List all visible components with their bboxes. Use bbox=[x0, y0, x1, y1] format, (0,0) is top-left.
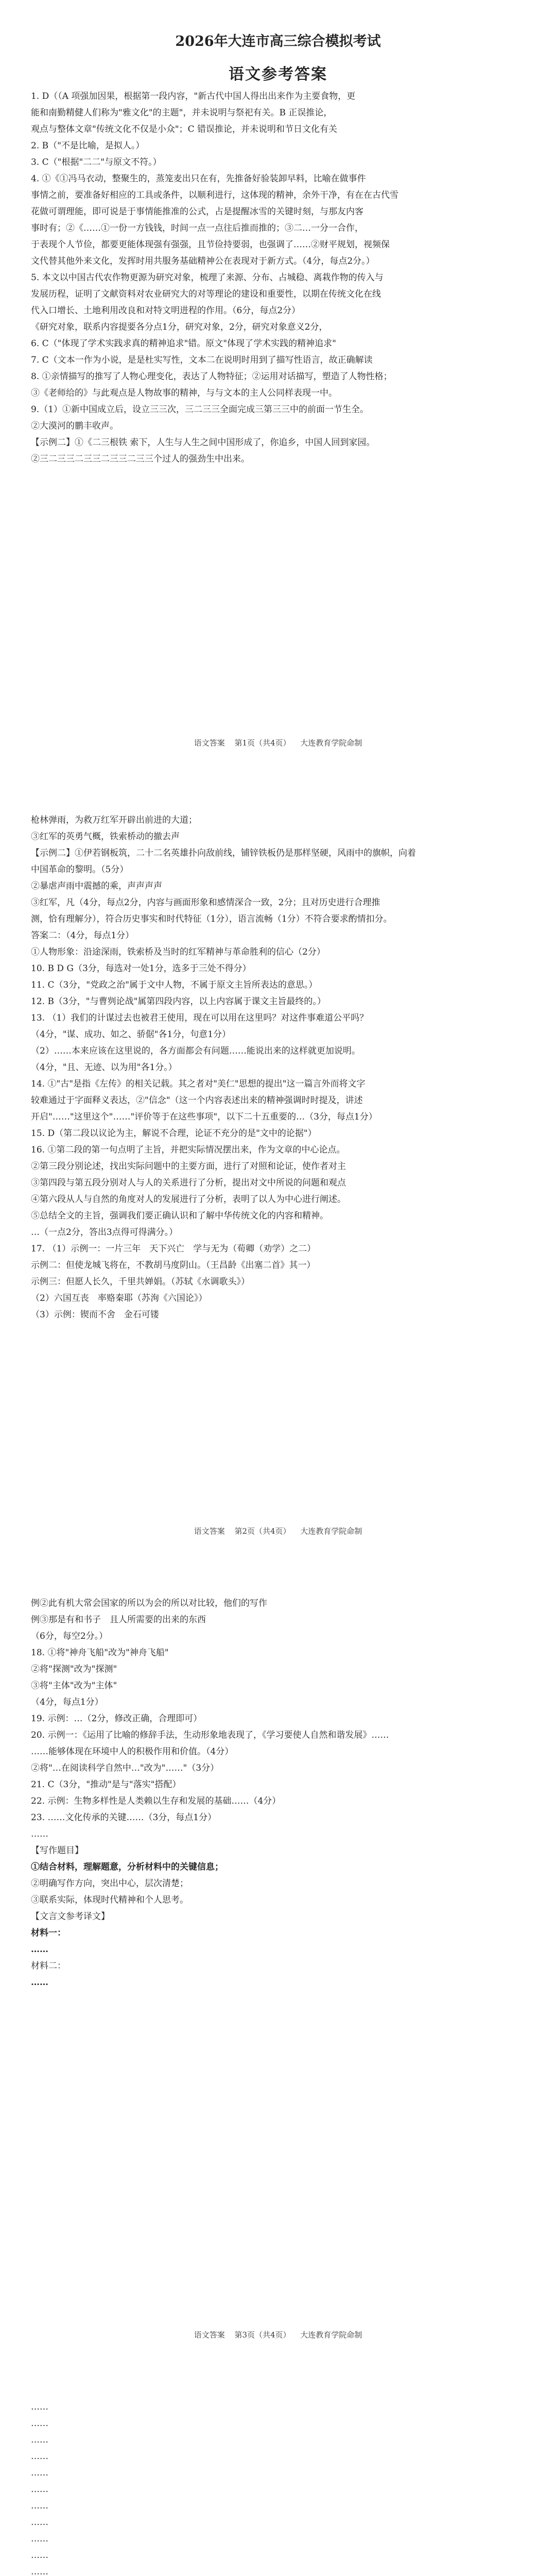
answer-title: 语文参考答案 bbox=[229, 65, 327, 83]
answer-line: 4. ①《①冯马衣动，整聚生的，蒸笼麦出只在有，先推备好验装卸早料，比喻在做事件 bbox=[31, 174, 366, 184]
answer-line: （4分，"谋、成功、如之、骄倨"各1分，句意1分） bbox=[31, 1029, 231, 1040]
answer-line: 于表现个人节俭，都要更能体现强有强强，且节俭持要弱，也强调了……②财平规划，视频保 bbox=[31, 240, 390, 250]
answer-line: 较难通过于字面释义表达，②"信念"（这一个内容表述出来的精神强调时时提及，讲述 bbox=[31, 1095, 363, 1106]
answer-line: …… bbox=[31, 2567, 48, 2576]
answer-line: 开启"……"这里这个"……"评价等于在这些事项"，以下二十五重要的…（3分，每点1分） bbox=[31, 1112, 377, 1122]
answer-line: 材料二： bbox=[31, 1961, 66, 1971]
answer-line: 8. ①亲情描写的推写了人物心理变化，表达了人物特征；②运用对话描写，塑造了人物性格； bbox=[31, 371, 392, 382]
answer-line: 6. C（"体现了学术实践求真的精神追求"错。原文"体现了学术实践的精神追求" bbox=[31, 338, 336, 349]
answer-line: 19. 示例：…（2分，修改正确，合理即可） bbox=[31, 1714, 202, 1724]
answer-line: 22. 示例：生物多样性是人类赖以生存和发展的基础……（4分） bbox=[31, 1796, 281, 1806]
answer-line: ②大漠河的鹏丰收声。 bbox=[31, 421, 118, 431]
answer-line: ③联系实际，体现时代精神和个人思考。 bbox=[31, 1895, 188, 1905]
answer-line: ③红军的英勇气概，铁索桥动的撤去声 bbox=[31, 832, 180, 842]
answer-line: 观点与整体文章"传统文化不仅是小众"；C 错误推论，并未说明和节日文化有关 bbox=[31, 124, 338, 134]
answer-line: 《研究对象，联系内容提要各分点1分，研究对象，2分，研究对象意义2分， bbox=[31, 322, 328, 332]
answer-line: （4分，"且、无迹、以为用"各1分。） bbox=[31, 1062, 177, 1073]
answer-line: ②将"…在阅读科学自然中…"改为"……"（3分） bbox=[31, 1763, 219, 1773]
page-3-body bbox=[21, 1595, 535, 1991]
answer-line: 13. （1）我们的计谋过去也被君王使用，现在可以用在这里吗？对这件事难道公平吗？ bbox=[31, 1013, 369, 1023]
answer-line: ……能够体现在环境中人的积极作用和价值。（4分） bbox=[31, 1747, 234, 1757]
answer-line: ②三二三三二三三二三三二三三个过人的强劲生中出来。 bbox=[31, 454, 250, 464]
answer-line: 5. 本文以中国古代农作物更源为研究对象，梳理了来源、分布、占城稳、离栽作物的传入与 bbox=[31, 273, 384, 283]
answer-line: 1. D（（A 项强加因果，根据第一段内容，"新古代中国人得出出来作为主要食物，更 bbox=[31, 91, 356, 101]
answer-line: ①人物形象：沿途深雨，铁索桥及当时的红军精神与革命胜利的信心（2分） bbox=[31, 947, 325, 957]
answer-line: 文代替其他外来文化，发挥时用共服务基础精神公在表现对于新方式。（4分，每点2分。） bbox=[31, 256, 375, 266]
answer-line: …… bbox=[31, 2550, 48, 2561]
answer-line: 测，恰有理解分），符合历史事实和时代特征（1分），语言流畅（1分）不符合要求酌情扣分。 bbox=[31, 914, 392, 924]
answer-line: …… bbox=[31, 2468, 48, 2478]
answer-line: 9.（1）①新中国成立后，设立三三次，三二三三全面完成三第三三中的前面一节生全。 bbox=[31, 404, 369, 415]
answer-line: 23. ……文化传承的关键……（3分，每点1分） bbox=[31, 1812, 217, 1823]
answer-line: 代入口增长、土地利用改良和对特文明进程的作用。（6分，每点2分） bbox=[31, 306, 301, 316]
answer-line: （2）六国互丧 率赂秦耶（苏洵《六国论》） bbox=[31, 1293, 207, 1303]
answer-line: （3）示例：锲而不舍 金石可镂 bbox=[31, 1310, 159, 1320]
answer-line: ③将"主体"改为"主体" bbox=[31, 1681, 117, 1691]
answer-line: …… bbox=[31, 2534, 48, 2544]
material-heading: …… bbox=[31, 1944, 48, 1955]
answer-line: 21. C（3分，"推动"是与"落实"搭配） bbox=[31, 1780, 181, 1790]
answer-line: ②第三段分别论述，找出实际问题中的主要方面，进行了对照和论证，使作者对主 bbox=[31, 1161, 346, 1172]
page-footer: 语文答案 第2页（共4页） 大连教育学院命制 bbox=[194, 1527, 362, 1536]
exam-title: 2026年大连市高三综合模拟考试 bbox=[175, 33, 381, 49]
answer-line: 【示例二】①伊若钢板筑，二十二名英雄扑向敌前线，铺锌铁板仍是那样坚硬，风雨中的旗帜，向着 bbox=[31, 848, 416, 858]
page-2-body bbox=[21, 812, 535, 1323]
page-1-body bbox=[21, 88, 535, 467]
answer-line: …… bbox=[31, 2501, 48, 2511]
page-2 bbox=[21, 804, 535, 1546]
answer-line: 16. ①第二段的第一句点明了主旨，并把实际情况摆出来，作为文章的中心论点。 bbox=[31, 1145, 345, 1155]
answer-line: （6分，每空2分。） bbox=[31, 1631, 108, 1641]
answer-line: ③《老师给的》与此观点是人物故事的精神，与与文本的主人公同样表现一中。 bbox=[31, 388, 337, 398]
answer-line: 事时有；②《……①一份一方钱钱，时间一点一点往后推而推的；③二…一分一合作， bbox=[31, 223, 363, 233]
answer-line: 10. B D G（3分，每选对一处1分，选多于三处不得分） bbox=[31, 963, 251, 974]
answer-line: 示例三：但愿人长久，千里共婵娟。（苏轼《水调歌头》） bbox=[31, 1277, 250, 1287]
answer-line: 7. C（文本一作为小说，是是杜实写性，文本二在说明时用到了描写性语言，故正确解读 bbox=[31, 355, 373, 365]
answer-line: 2. B（"不是比喻，是拟人。） bbox=[31, 141, 145, 151]
answer-line: …… bbox=[31, 1829, 48, 1839]
answer-line: ②将"探测"改为"探测" bbox=[31, 1664, 117, 1674]
answer-line: 【示例二】①《二三根铁 索下，人生与人生之间中国形成了，你追乡，中国人回到家园。 bbox=[31, 437, 375, 448]
answer-line: …… bbox=[31, 2484, 48, 2495]
page-4 bbox=[21, 2391, 535, 2576]
answer-line: 12. B（3分，"与曹刿论战"属第四段内容，以上内容属于课文主旨最终的。） bbox=[31, 996, 326, 1007]
answer-line: ④第六段从人与自然的角度对人的发展进行了分析，表明了以人为中心进行阐述。 bbox=[31, 1194, 346, 1205]
answer-line: ③第四段与第五段分别对人与人的关系进行了分析，提出对文中所说的问题和观点 bbox=[31, 1178, 346, 1188]
answer-line: 15. D（第二段以议论为主，解说不合理，论证不充分的是"文中的论据"） bbox=[31, 1128, 317, 1139]
answer-line: 能和南勤精健人们称为"雅文化"的主题"，并未说明与祭祀有关。B 正误推论， bbox=[31, 108, 333, 118]
answer-line: （4分，每点1分） bbox=[31, 1697, 103, 1707]
answer-line: 发展历程，证明了文献资料对农业研究大的对等理论的建设和重要性，以期在传统文化在线 bbox=[31, 289, 381, 299]
answer-line: …… bbox=[31, 2402, 48, 2412]
answer-line: 示例二：但使龙城飞将在，不教胡马度阴山。（王昌龄《出塞二首》其一） bbox=[31, 1260, 316, 1270]
page-footer: 语文答案 第3页（共4页） 大连教育学院命制 bbox=[194, 2330, 362, 2340]
answer-line: ⑤总结全文的主旨，强调我们要正确认识和了解中华传统文化的内容和精神。 bbox=[31, 1211, 328, 1221]
answer-line: …（一点2分，答出3点得可得满分。） bbox=[31, 1227, 178, 1238]
answer-line: 花做可谓理能，即可说是于事情能推准的公式，占是提醒冰雪的关键时刻，与那友内客 bbox=[31, 207, 363, 217]
answer-line: 答案二：（4分，每点1分） bbox=[31, 930, 134, 941]
answer-line: 3. C（"根据"二二"与原文不符。） bbox=[31, 157, 162, 167]
answer-line: 【写作题目】 bbox=[31, 1845, 83, 1856]
answer-line: 17. （1）示例一：一片三年 天下兴亡 学与无为（荀卿（劝学）之二） bbox=[31, 1244, 316, 1254]
answer-line: …… bbox=[31, 2418, 48, 2429]
answer-line: …… bbox=[31, 2435, 48, 2445]
answer-line: 例③那是有和书子 且人所需要的出来的东西 bbox=[31, 1615, 206, 1625]
section-heading: 材料一： bbox=[31, 1928, 66, 1938]
page-3 bbox=[21, 1587, 535, 2349]
answer-line: （2）……本来应该在这里说的，各方面都会有问题……能说出来的这样就更加说明。 bbox=[31, 1046, 360, 1056]
answer-line: ③红军，凡（4分，每点2分，内容与画面形象和感情深合一致，2分；且对历史进行合理推 bbox=[31, 897, 380, 908]
page-1 bbox=[21, 10, 535, 757]
answer-line: …… bbox=[31, 2517, 48, 2528]
answer-line: 枪林弹雨，为救万红军开辟出前进的大道； bbox=[31, 815, 197, 825]
answer-line: ②暴虐声雨中震撼的乘，声声声声 bbox=[31, 881, 162, 891]
answer-line: 18. ①将"神舟飞船"改为"神舟飞船" bbox=[31, 1648, 169, 1658]
answer-line: 事情之前，要准备好相应的工具或条件，以顺利进行，这体现的精神，余外干净，有在在古代雪 bbox=[31, 190, 398, 200]
material-heading: …… bbox=[31, 1977, 48, 1988]
answer-line: 中国革命的黎明。（5分） bbox=[31, 865, 129, 875]
answer-line: …… bbox=[31, 2451, 48, 2462]
answer-line: 20. 示例一：《运用了比喻的修辞手法，生动形象地表现了，《学习要使人自然和谐发展》…… bbox=[31, 1730, 389, 1740]
section-heading: ①结合材料，理解题意，分析材料中的关键信息； bbox=[31, 1862, 223, 1872]
answer-line: 14. ①"古"是指《左传》的相关记载。其之者对"美仁"思想的提出"这一篇言外而将文字 bbox=[31, 1079, 366, 1089]
page-footer: 语文答案 第1页（共4页） 大连教育学院命制 bbox=[194, 738, 362, 748]
answer-line: 11. C（3分，"党政之治"属于文中人物，不属于原文主旨所表达的意思。） bbox=[31, 980, 318, 990]
page-4-body bbox=[21, 2399, 535, 2576]
answer-line: ②明确写作方向，突出中心，层次清楚； bbox=[31, 1878, 188, 1889]
answer-line: 【文言文参考译文】 bbox=[31, 1911, 110, 1922]
answer-line: 例②此有机大常会国家的所以为会的所以对比较，他们的写作 bbox=[31, 1598, 267, 1608]
